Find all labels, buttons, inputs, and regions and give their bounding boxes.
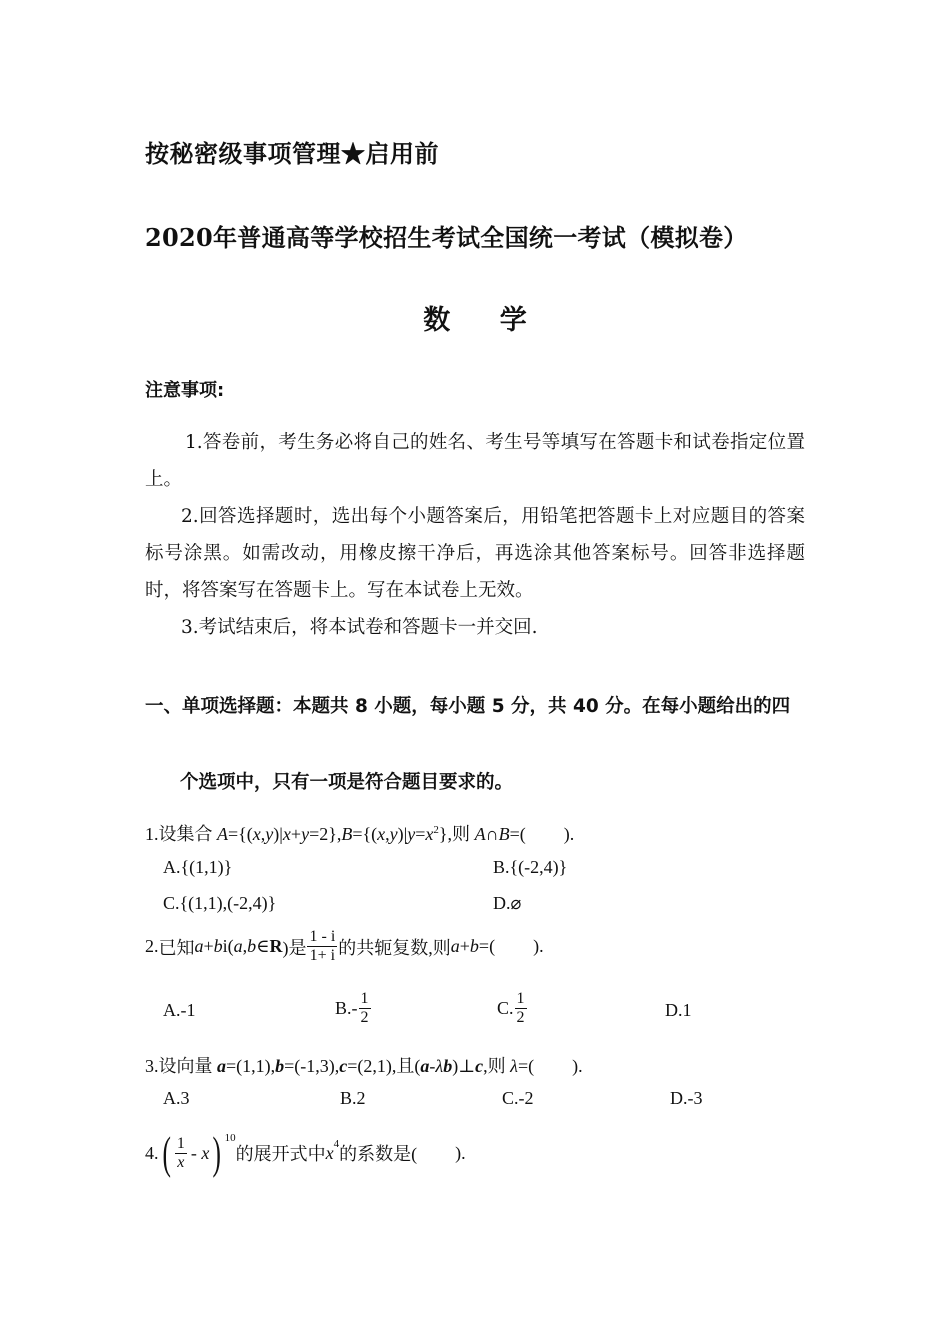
section-heading-line2: 个选项中，只有一项是符合题目要求的。 — [180, 772, 514, 793]
question-3-option-d: D.-3 — [670, 1088, 703, 1108]
note-item: 1.答卷前，考生务必将自己的姓名、考生号等填写在答题卡和试卷指定位置上。 — [145, 432, 805, 490]
fraction: $\frac{1 - i}{1+ i}$ — [309, 928, 336, 964]
question-3-option-a: A.3 — [163, 1088, 190, 1108]
question-1-stem: 1.设集合 $A=\{(x,y)|x+y=2\},B=\{(x,y)|y=x^2\}$,则 A∩B=( ). — [145, 824, 575, 844]
question-1-option-b: B.{(-2,4)} — [493, 857, 568, 877]
question-3-option-c: C.-2 — [502, 1088, 534, 1108]
question-1-option-a: A.{(1,1)} — [163, 857, 233, 877]
notes-heading: 注意事项: — [145, 380, 225, 401]
question-1-option-d: D.⌀ — [493, 893, 522, 913]
fraction: $\frac{1}{2}$ — [516, 990, 525, 1026]
question-4-stem: 4. ( $\frac{1}{x}$ - x ) 10 的展开式中 x 4 的系数是( ). — [145, 1127, 466, 1178]
question-3-stem: 3.设向量 a=(1,1),b=(-1,3),c=(2,1),且(a-λb)⊥c,则 λ=( ). — [145, 1056, 583, 1076]
fraction: $\frac{1}{2}$ — [360, 990, 369, 1026]
secret-level-label: 按秘密级事项管理★启用前 — [145, 139, 439, 168]
exam-title: 2020年普通高等学校招生考试全国统一考试（模拟卷） — [145, 223, 748, 252]
expression-parentheses: ( $\frac{1}{x}$ - x ) — [161, 1127, 222, 1178]
note-item: 2.回答选择题时，选出每个小题答案后，用铅笔把答题卡上对应题目的答案标号涂黑。如需改动，用橡皮擦干净后，再选涂其他答案标号。回答非选择题时，将答案写在答题卡上。写在本试卷上无效。 — [145, 506, 805, 601]
question-2-option-a: A.-1 — [163, 1000, 196, 1020]
section-heading-line1: 一、单项选择题：本题共 8 小题，每小题 5 分，共 40 分。在每小题给出的四 — [145, 696, 791, 717]
note-item: 3.考试结束后，将本试卷和答题卡一并交回. — [181, 617, 538, 638]
question-2-stem: 2. 已知 a + b i( a , b ∈ R )是 $\frac{1 - i}{1+ i}$ 的共轭复数,则 a + b =( ). — [145, 928, 544, 964]
question-3-option-b: B.2 — [340, 1088, 366, 1108]
question-2-option-b: B.- $\frac{1}{2}$ — [335, 990, 369, 1026]
question-2-option-d: D.1 — [665, 1000, 692, 1020]
question-1-option-c: C.{(1,1),(-2,4)} — [163, 893, 277, 913]
subject-title: 数 学 — [423, 305, 547, 336]
question-2-option-c: C. $\frac{1}{2}$ — [497, 990, 525, 1026]
fraction: $\frac{1}{x}$ — [176, 1134, 185, 1171]
notes-list — [145, 424, 805, 646]
